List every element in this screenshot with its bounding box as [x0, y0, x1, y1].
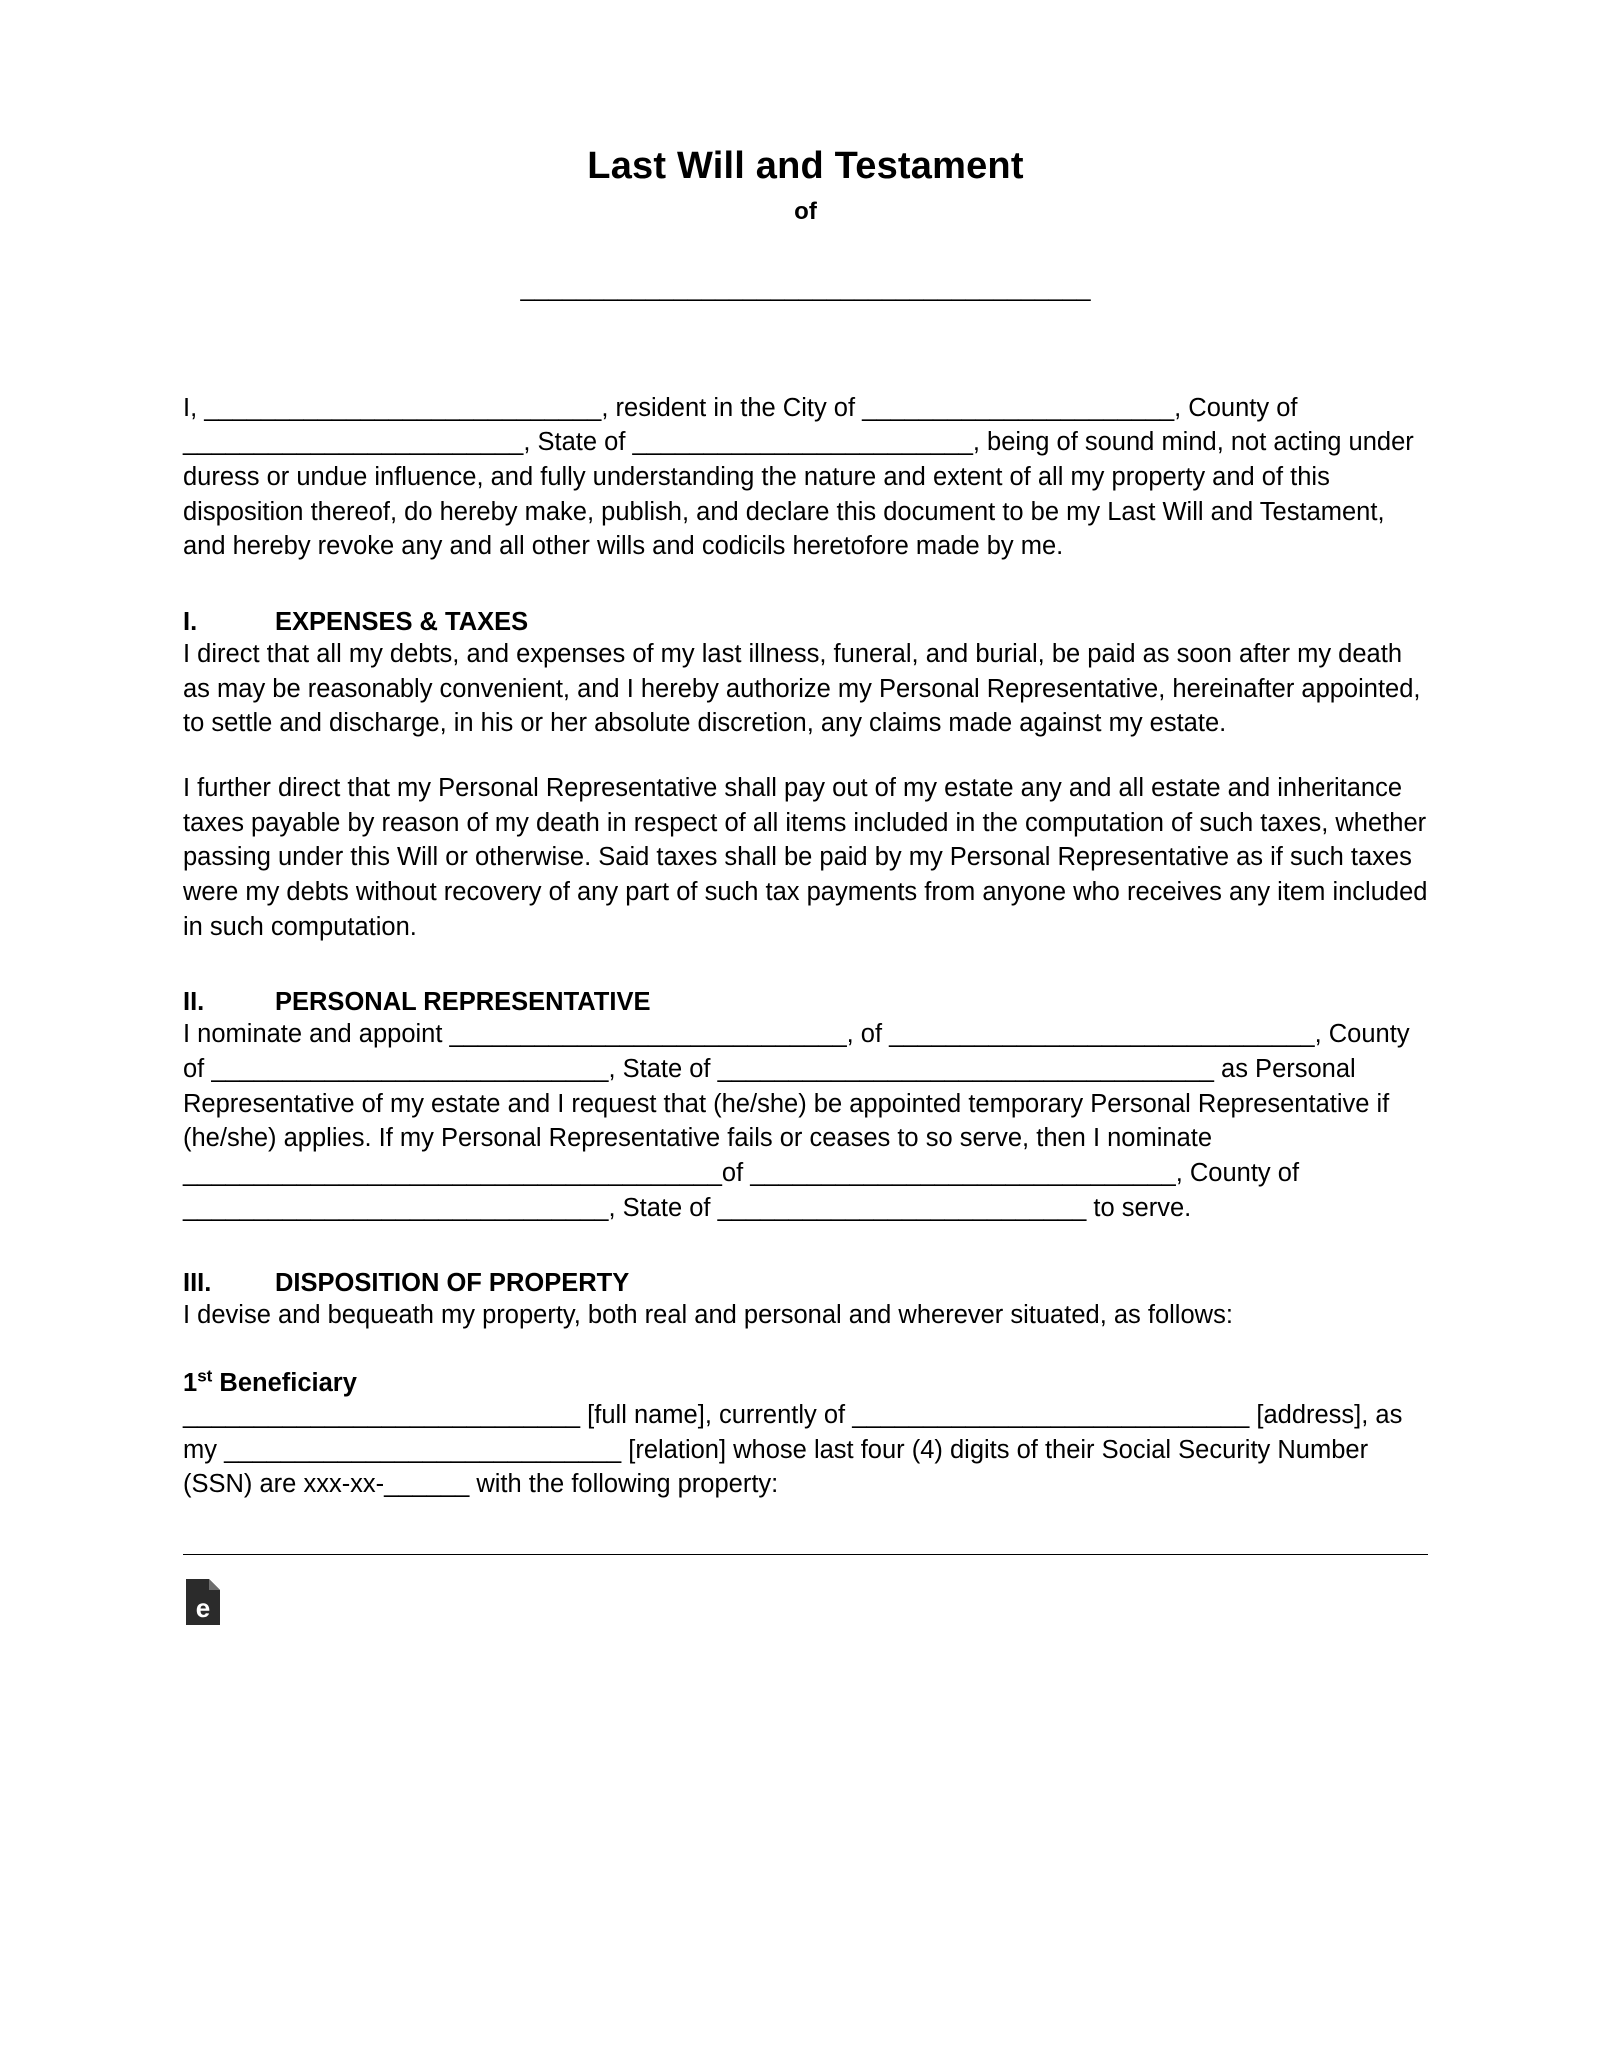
- beneficiary-heading: [183, 1366, 1428, 1398]
- eforms-logo-icon: [183, 1577, 223, 1627]
- section-3-paragraph-1: I devise and bequeath my property, both real and personal and wherever situated, as follows:: [183, 1301, 1233, 1330]
- svg-text:e: e: [195, 1593, 211, 1624]
- page-title: Last Will and Testament: [587, 145, 1024, 187]
- section-heading-disposition-of-property: [183, 1269, 1428, 1298]
- section-title: DISPOSITION OF PROPERTY: [275, 1269, 630, 1298]
- section-1-paragraph-2: I further direct that my Personal Representative shall pay out of my estate any and all estate and inheritance taxes payable by reason of my death in respect of all items included in the computation of such taxes, whether passing under this Will or otherwise. Said taxes shall be paid by my Personal Representative as if such taxes were my debts without recovery of any part of such tax payments from anyone who receives any item included in such computation.: [183, 774, 1428, 941]
- page-footer: [183, 1577, 1428, 1672]
- beneficiary-ordinal-suffix: st: [197, 1366, 213, 1386]
- section-1-paragraph-1: I direct that all my debts, and expenses of my last illness, funeral, and burial, be paid as soon after my death as may be reasonably convenient, and I hereby authorize my Personal Representative, hereinafter appointed, to settle and discharge, in his or her absolute discretion, any claims made against my estate.: [183, 640, 1421, 738]
- section-title: PERSONAL REPRESENTATIVE: [275, 988, 651, 1017]
- section-heading-personal-representative: [183, 988, 1428, 1017]
- spacer: [183, 303, 1428, 391]
- intro-paragraph: I, ____________________________, resident in the City of ______________________, County of ________________________, State of ________________________, being of sound mind, not acting under duress or undue influence, and fully understanding the nature and extent of all my property and of this disposition thereof, do hereby make, publish, and declare this document to be my Last Will and Testament, and hereby revoke any and all other wills and codicils heretofore made by me.: [183, 393, 1414, 561]
- section-title: EXPENSES & TAXES: [275, 608, 529, 637]
- section-number: III.: [183, 1269, 212, 1298]
- page-subtitle: of: [794, 197, 817, 225]
- section-number: I.: [183, 608, 198, 637]
- beneficiary-ordinal: 1: [183, 1369, 198, 1398]
- testator-name-blank[interactable]: _________________________________________: [520, 273, 1091, 302]
- section-2-paragraph-1: I nominate and appoint ____________________________, of ______________________________, County of ____________________________, State of ___________________________________ as Personal Representative of my estate and I request that (he/she) be appointed temporary Personal Representative if (he/she) applies. If my Personal Representative fails or ceases to so serve, then I nominate ______________________________________of ______________________________, County of ______________________________, State of __________________________ to serve.: [183, 1020, 1410, 1222]
- beneficiary-label: Beneficiary: [212, 1369, 357, 1398]
- section-number: II.: [183, 988, 205, 1017]
- beneficiary-1-paragraph: ____________________________ [full name], currently of ____________________________ [address], as my ____________________________ [relation] whose last four (4) digits of their Social Security Number (SSN) are xxx-xx-______ with the following property:: [183, 1401, 1403, 1499]
- footer-divider: [183, 1554, 1428, 1555]
- section-heading-expenses-taxes: [183, 608, 1428, 637]
